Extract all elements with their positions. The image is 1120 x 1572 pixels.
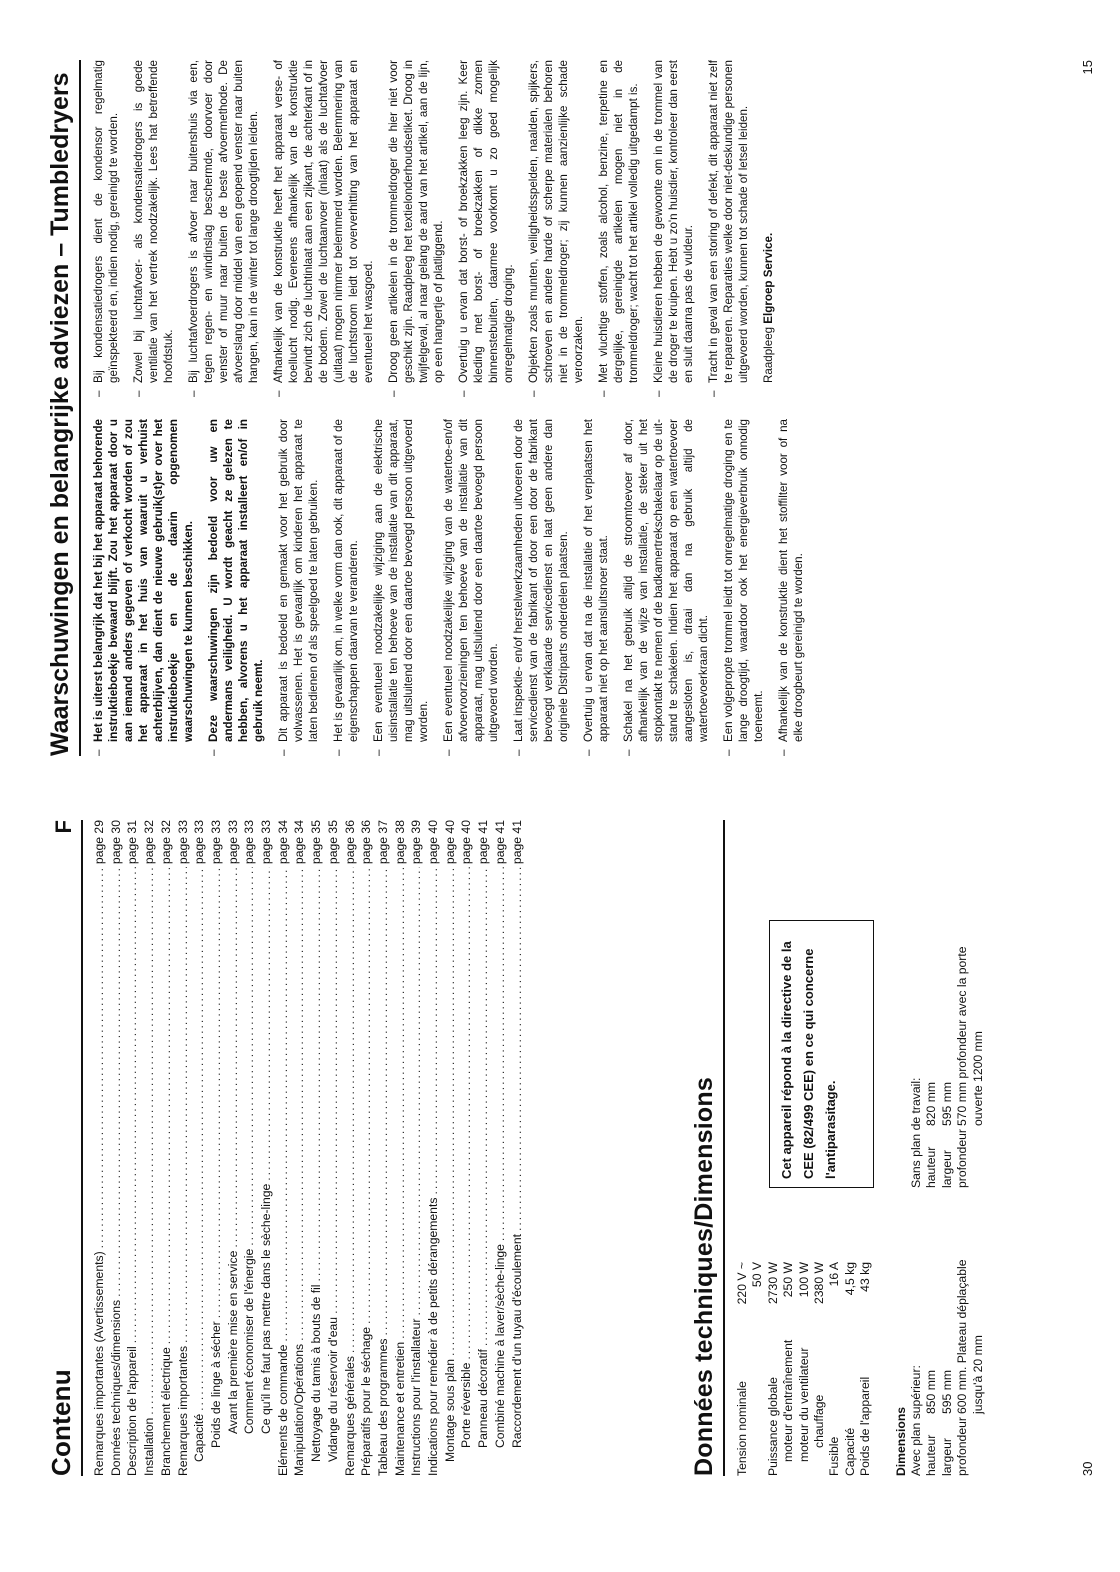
warning-body: Het is gevaarlijk om, in welke vorm dan ook, dit apparaat of de eigenschappen daarvan te veranderen. <box>332 419 360 742</box>
contenu-title: Contenu <box>46 1369 76 1476</box>
warning-body: Bij kondensatiedrogers dient de kondensor regelmatig geïnspekteerd en, indien nodig, gereinigd te worden. <box>92 60 120 383</box>
toc-leader <box>291 867 308 1341</box>
warning-item <box>186 60 261 397</box>
dimension-key: hauteur <box>924 1146 939 1188</box>
toc-leader <box>124 867 141 1343</box>
toc-label: Comment économiser de l'énergie <box>242 1248 257 1434</box>
bullet-dash: – <box>582 749 595 756</box>
toc-label: Panneau décoratif <box>476 1349 491 1448</box>
toc-leader <box>225 867 242 1248</box>
spec-list <box>735 1206 874 1476</box>
toc-page: page 39 <box>409 820 424 865</box>
bullet-dash: – <box>597 390 610 397</box>
service-note-text: Raadpleeg <box>762 323 775 383</box>
toc-label: Avant la première mise en service <box>225 1250 240 1434</box>
toc-page: page 37 <box>375 820 390 865</box>
toc-entry <box>141 820 158 1476</box>
dims-title: Dimensions <box>893 1406 908 1476</box>
warning-text <box>271 60 376 383</box>
warning-item <box>206 419 266 756</box>
spec-key: moteur d'entraînement <box>781 1339 796 1462</box>
page-number-left: 30 <box>1080 1461 1095 1476</box>
bullet-dash: – <box>707 390 720 397</box>
toc-leader <box>375 867 392 1335</box>
bullet-dash: – <box>277 749 290 756</box>
warning-text <box>581 419 611 742</box>
warning-bold: Het is uiterst belangrijk dat het bij het apparaat behorende instruktieboekje bewaard blijft. Zou het apparaat door u aan iemand anders gegeven of verkocht worden of zou het apparaat in het huis van waaruit u verhuist achterblijven, dan dient de nieuwe gebruik(st)er over het instruktieboekje en de daarin opgenomen waarschuwingen te kunnen beschikken. <box>92 419 195 742</box>
toc-leader <box>425 867 442 1194</box>
dims-with-top <box>894 1176 986 1476</box>
toc-leader <box>342 867 359 1353</box>
warnings-title: Waarschuwingen en belangrijke adviezen – Tumbledryers <box>46 60 81 756</box>
bullet-dash: – <box>722 749 735 756</box>
warning-body: Afhankelijk van de konstruktie dient het stoffilter voor of na elke droogbeurt gereinigd te worden. <box>777 419 805 742</box>
spec-value: 100 W <box>796 1262 811 1298</box>
warning-item <box>371 419 431 756</box>
toc-leader <box>241 867 258 1246</box>
warning-text <box>386 60 446 383</box>
toc-label: Combiné machine à laver/sèche-linge <box>492 1244 507 1448</box>
warning-text <box>776 419 806 742</box>
spec-key: Capacité <box>842 1427 857 1476</box>
dimension-row <box>940 946 955 1188</box>
toc-entry <box>191 820 208 1476</box>
toc-entry <box>425 820 442 1476</box>
warning-text <box>511 419 571 742</box>
contenu-header <box>46 820 83 1476</box>
bullet-dash: – <box>187 390 200 397</box>
warning-text <box>91 419 196 742</box>
page-number-right: 15 <box>1080 60 1095 75</box>
dimension-value: 570 mm profondeur avec la porte <box>955 946 970 1126</box>
warning-item <box>596 60 641 397</box>
toc-entry <box>458 820 475 1476</box>
dimension-key: largeur <box>939 1438 954 1476</box>
section-letter: F <box>51 820 76 834</box>
toc-label: Tableau des programmes <box>375 1338 390 1476</box>
warning-text <box>706 60 751 383</box>
left-page <box>0 786 1120 1572</box>
toc-leader <box>325 867 342 1314</box>
dimension-value: 600 mm. Plateau déplaçable <box>955 1259 970 1414</box>
toc-page: page 33 <box>175 820 190 865</box>
spec-row <box>781 1206 796 1476</box>
spec-value: 220 V ~ 50 V <box>735 1262 765 1305</box>
toc-label: Eléments de commande <box>275 1344 290 1476</box>
toc-label: Poids de linge à sécher <box>208 1321 223 1448</box>
warning-body: Afhankelijk van de konstruktie heeft het apparaat verse- of koellucht nodig. Eveneens afhankelijk van de konstruktie bevindt zich de luchtinlaat aan een zijkant, de achterkant of in de bodem. Zowel de luchtaanvoer (inlaat) als de luchtafvoer (uitlaat) mogen nimmer belemmerd worden. Belemmering van de luchtstroom leidt tot oververhitting van het apparaat en eventueel het wasgoed. <box>272 60 375 383</box>
toc-page: page 41 <box>492 820 507 865</box>
toc-page: page 40 <box>442 820 457 865</box>
toc-leader <box>91 867 108 1248</box>
bullet-dash: – <box>272 390 285 397</box>
toc-page: page 30 <box>108 820 123 865</box>
toc-page: page 33 <box>242 820 257 865</box>
warning-body: Droog geen artikelen in de trommeldroger die hier niet voor geschikt zijn. Raadpleeg het textielonderhoudsetiket. Droog in twijfelgeval, al naar gelang de aard van het artikel, aan de lijn, op een hangertje of platliggend. <box>387 60 445 383</box>
warning-item <box>621 419 711 756</box>
toc-label: Raccordement d'un tuyau d'écoulement <box>509 1233 524 1448</box>
toc-label: Remarques importantes <box>175 1345 190 1476</box>
warning-body: Een eventueel noodzakelijke wijziging aan de elektrische uisinstallatie ten behoeve van de installatie van dit apparaat, mag uitsluitend door een daartoe bevoegd persoon uitgevoerd worden. <box>372 419 430 742</box>
toc-entry <box>492 820 509 1476</box>
toc-page: page 31 <box>125 820 140 865</box>
toc-entry <box>408 820 425 1476</box>
warning-body: Kleine huisdieren hebben de gewoonte om in de trommel van de droger te kruipen. Hebt u zo'n huisdier, kontroleer dan eerst en sluit daarna pas de vuldeur. <box>652 60 695 383</box>
toc-label: Préparatifs pour le séchage <box>359 1326 374 1476</box>
bullet-dash: – <box>132 390 145 397</box>
toc-page: page 36 <box>342 820 357 865</box>
dims-b-tail: ouverte 1200 mm <box>970 1031 985 1126</box>
toc-label: Porte réversible <box>459 1362 474 1448</box>
toc-leader <box>108 867 125 1297</box>
warning-item <box>511 419 571 756</box>
dims-a-tail: jusqu'à 20 mm <box>970 1335 985 1414</box>
warning-body: Bij luchtafvoerdrogers is afvoer naar buitenshuis via een, tegen regen- en windinslag beschermde, doorvoer door venster of muur naar buiten de beste afvoermethode. De afvoerslang door middel van een geopend venster naar buiten hangen, kan in de winter tot lange droogtijden leiden. <box>187 60 260 383</box>
toc-page: page 35 <box>309 820 324 865</box>
toc-entry <box>225 820 242 1476</box>
service-name: Elgroep Service. <box>762 232 775 324</box>
toc-leader <box>275 867 292 1342</box>
spec-value: 250 W <box>781 1262 796 1298</box>
warning-body: Tracht in geval van een storing of defekt, dit apparaat niet zelf te repareren. Reparaties welke door niet-deskundige personen uitgevoerd worden, kunnen tot schade of letsel leiden. <box>707 60 750 383</box>
dimension-row <box>924 946 939 1188</box>
toc-leader <box>509 867 526 1231</box>
warnings-column-2 <box>91 60 816 397</box>
bullet-dash: – <box>777 749 790 756</box>
warning-item <box>91 60 121 397</box>
warning-item <box>441 419 501 756</box>
warning-body: Laat inspektie- en/of herstelwerkzaamheden uitvoeren door de servicedienst van de fabrikant of door een door de fabrikant bevoegd verklaarde servicedienst en laat geen andere dan originele Distriparts onderdelen plaatsen. <box>512 419 570 742</box>
toc-label: Manipulation/Opérations <box>292 1343 307 1476</box>
toc-entry <box>124 820 141 1476</box>
dims-b-head: Sans plan de travail: <box>909 1077 924 1188</box>
toc-label: Indications pour remédier à de petits dérangements <box>426 1197 441 1476</box>
warning-body: Objekten zoals munten, veiligheidsspelden, naalden, spijkers, schroeven en andere harde of scherpe materialen behoren niet in de trommeldroger; zij kunnen aanzienlijke schade veroorzaken. <box>527 60 585 383</box>
warning-body: Dit apparaat is bedoeld en gemaakt voor het gebruik door volwassenen. Het is gevaarlijk om kinderen het apparaat te laten bedienen of als speelgoed te laten gebruiken. <box>277 419 320 742</box>
spec-row <box>735 1206 766 1476</box>
warning-item <box>271 60 376 397</box>
toc-page: page 32 <box>158 820 173 865</box>
toc-leader <box>492 867 509 1241</box>
toc-label: Instructions pour l'installateur <box>409 1318 424 1476</box>
bullet-dash: – <box>332 749 345 756</box>
toc-entry <box>509 820 526 1476</box>
dimension-key: hauteur <box>924 1434 939 1476</box>
warning-item <box>276 419 321 756</box>
warning-text <box>596 60 641 383</box>
spec-value: 16 A <box>827 1262 842 1287</box>
toc-page: page 40 <box>459 820 474 865</box>
dimension-row <box>924 1176 939 1476</box>
toc-page: page 29 <box>92 820 106 865</box>
warning-item <box>526 60 586 397</box>
toc-entry <box>308 820 325 1476</box>
toc-page: page 36 <box>359 820 374 865</box>
spec-key: Poids de l'appareil <box>858 1376 873 1476</box>
toc-page: page 34 <box>292 820 307 865</box>
spec-row <box>766 1206 781 1476</box>
warning-text <box>186 60 261 383</box>
dimensions <box>894 820 986 1476</box>
warning-body: Met vluchtige stoffen, zoals alcohol, benzine, terpetine en dergelijke, gereinigde artikelen mogen niet in de trommeldroger; wacht tot het artikel volledig uitgedampt is. <box>597 60 640 383</box>
toc-entry <box>91 820 108 1476</box>
toc-label: Branchement électrique <box>158 1347 173 1476</box>
toc-leader <box>175 867 192 1343</box>
toc-page: page 41 <box>509 820 524 865</box>
dimension-key: profondeur <box>955 1129 970 1188</box>
warning-item <box>91 419 196 756</box>
warning-item <box>651 60 696 397</box>
warning-item <box>581 419 611 756</box>
bullet-dash: – <box>622 749 635 756</box>
table-of-contents <box>91 820 525 1476</box>
toc-label: Description de l'appareil <box>125 1346 140 1476</box>
toc-page: page 33 <box>192 820 207 865</box>
toc-entry <box>275 820 292 1476</box>
warning-text <box>206 419 266 742</box>
spec-row <box>827 1206 842 1476</box>
spec-row <box>858 1206 873 1476</box>
warning-body: Een volgepropte trommel leidt tot onregelmatige droging en te lange droogtijd, waardoor ook het energieverbruik onnodig toeneemt. <box>722 419 765 742</box>
warning-item <box>456 60 516 397</box>
warning-text <box>441 419 501 742</box>
spec-value: 4,5 kg <box>842 1262 857 1296</box>
toc-leader <box>208 867 225 1318</box>
bullet-dash: – <box>387 390 400 397</box>
tech-title: Données techniques/Dimensions <box>690 1077 718 1476</box>
toc-entry <box>175 820 192 1476</box>
dimension-value: 850 mm <box>924 1369 939 1414</box>
toc-page: page 35 <box>325 820 340 865</box>
toc-label: Remarques générales <box>342 1356 357 1476</box>
toc-label: Installation <box>142 1417 157 1476</box>
spec-key: Fusible <box>827 1436 842 1476</box>
toc-leader <box>358 867 375 1324</box>
toc-label: Nettoyage du tamis à bouts de fil <box>309 1284 324 1462</box>
toc-leader <box>475 867 492 1346</box>
warning-body: Een eventueel noodzakelijke wijziging van de watertoe-en/of afvoervoorzieningen ten behoeve van de installatie van dit apparaat, mag uitsluitend door een daartoe bevoegd persoon uitgevoerd worden. <box>442 419 500 742</box>
spec-value: 2380 W <box>812 1262 827 1305</box>
toc-leader <box>442 867 459 1356</box>
dimension-key: profondeur <box>955 1417 970 1476</box>
spec-key: moteur du ventilateur <box>796 1347 811 1462</box>
toc-label: Maintenance et entretien <box>392 1341 407 1476</box>
warning-item <box>131 60 176 397</box>
dimension-value: 820 mm <box>924 1081 939 1126</box>
bullet-dash: – <box>457 390 470 397</box>
toc-label: Vidange du réservoir d'eau <box>325 1316 340 1462</box>
warning-text <box>621 419 711 742</box>
warning-body: Overtuig u ervan dat borst- of broekzakken leeg zijn. Keer kleding met borst- of broekzakken of dikke zomen binnenstebuiten, daarmee voorkomt u zo goed mogelijk onregelmatige droging. <box>457 60 515 383</box>
toc-label: Données techniques/dimensions <box>108 1299 123 1476</box>
bullet-dash: – <box>92 390 105 397</box>
warning-text <box>131 60 176 383</box>
toc-leader <box>308 867 325 1281</box>
dimension-key: largeur <box>939 1150 954 1188</box>
toc-page: page 33 <box>208 820 223 865</box>
toc-entry <box>258 820 275 1476</box>
toc-entry <box>442 820 459 1476</box>
dimension-row <box>955 946 970 1188</box>
toc-page: page 40 <box>426 820 441 865</box>
dimension-value: 595 mm <box>939 1369 954 1414</box>
toc-entry <box>392 820 409 1476</box>
warning-bold: Deze waarschuwingen zijn bedoeld voor uw en andermans veiligheid. U wordt geacht ze gelezen te hebben, alvorens u het apparaat installeert en/of in gebruik neemt. <box>207 419 265 742</box>
toc-leader <box>158 867 175 1344</box>
warning-text <box>371 419 431 742</box>
toc-leader <box>408 867 425 1315</box>
bullet-dash: – <box>652 390 665 397</box>
spec-row <box>843 1206 858 1476</box>
spec-row <box>797 1206 812 1476</box>
toc-leader <box>458 867 475 1360</box>
tech-header <box>690 820 725 1476</box>
warning-item <box>331 419 361 756</box>
technical-data-section <box>690 820 986 1476</box>
toc-page: page 33 <box>259 820 274 865</box>
bullet-dash: – <box>372 749 385 756</box>
toc-entry <box>291 820 308 1476</box>
toc-label: Remarques importantes (Avertissements) <box>92 1251 106 1476</box>
toc-leader <box>258 867 275 1181</box>
warnings-column-1 <box>91 419 816 756</box>
dims-a-head: Avec plan supérieur: <box>909 1365 924 1476</box>
warning-text <box>721 419 766 742</box>
toc-entry <box>108 820 125 1476</box>
spec-value: 43 kg <box>858 1262 873 1292</box>
toc-leader <box>191 867 208 1411</box>
warning-text <box>276 419 321 742</box>
spec-value: 2730 W <box>765 1262 780 1305</box>
warning-text <box>651 60 696 383</box>
warning-text <box>526 60 586 383</box>
spec-key: Puissance globale <box>765 1377 780 1476</box>
bullet-dash: – <box>442 749 455 756</box>
dimension-row <box>940 1176 955 1476</box>
toc-entry <box>475 820 492 1476</box>
spec-key: chauffage <box>812 1394 827 1448</box>
toc-page: page 38 <box>392 820 407 865</box>
service-note <box>761 60 776 397</box>
dimension-value: 595 mm <box>939 1081 954 1126</box>
bullet-dash: – <box>527 390 540 397</box>
spec-key: Tension nominale <box>735 1381 749 1476</box>
warning-text <box>456 60 516 383</box>
toc-entry <box>375 820 392 1476</box>
warning-item <box>721 419 766 756</box>
warning-text <box>331 419 361 742</box>
warning-body: Overtuig u ervan dat na de installatie of het verplaatsen het apparaat niet op het aansluitsnoer staat. <box>582 419 610 742</box>
toc-entry <box>241 820 258 1476</box>
spec-row <box>812 1206 827 1476</box>
toc-entry <box>342 820 359 1476</box>
toc-page: page 32 <box>142 820 157 865</box>
toc-leader <box>141 867 158 1415</box>
toc-entry <box>158 820 175 1476</box>
toc-entry <box>208 820 225 1476</box>
toc-leader <box>392 867 409 1339</box>
warning-body: Schakel na het gebruik altijd de stroomtoevoer af door, afhankelijk van de wijze van installatie, de steker uit het stopkontakt te nemen of de badkamertrekschakelaar op de uit-stand te schakelen. Indien het apparaat op een watertoevoer aangesloten is, draai dan na gebruik altijd de watertoevoerkraan dicht. <box>622 419 710 742</box>
bullet-dash: – <box>512 749 525 756</box>
bullet-dash: – <box>207 749 220 756</box>
warning-item <box>706 60 751 397</box>
dimension-row <box>955 1176 970 1476</box>
toc-page: page 34 <box>275 820 290 865</box>
toc-label: Montage sous plan <box>442 1359 457 1462</box>
toc-entry <box>358 820 375 1476</box>
toc-label: Capacité <box>192 1413 207 1462</box>
toc-label: Ce qu'il ne faut pas mettre dans le sèche-linge <box>259 1183 274 1434</box>
toc-page: page 41 <box>476 820 491 865</box>
toc-entry <box>325 820 342 1476</box>
warning-text <box>91 60 121 383</box>
bullet-dash: – <box>92 749 105 756</box>
warning-item <box>776 419 806 756</box>
warning-item <box>386 60 446 397</box>
toc-page: page 33 <box>225 820 240 865</box>
cee-notice-box: Cet appareil répond à la directive de la CEE (82/499 CEE) en ce qui concerne l'antiparasitage. <box>769 920 874 1188</box>
dims-without-top <box>894 946 986 1188</box>
warning-body: Zowel bij luchtafvoer- als kondensatiedrogers is goede ventilatie van het vertrek noodzakelijk. Lees hat betreffende hoofdstuk. <box>132 60 175 383</box>
